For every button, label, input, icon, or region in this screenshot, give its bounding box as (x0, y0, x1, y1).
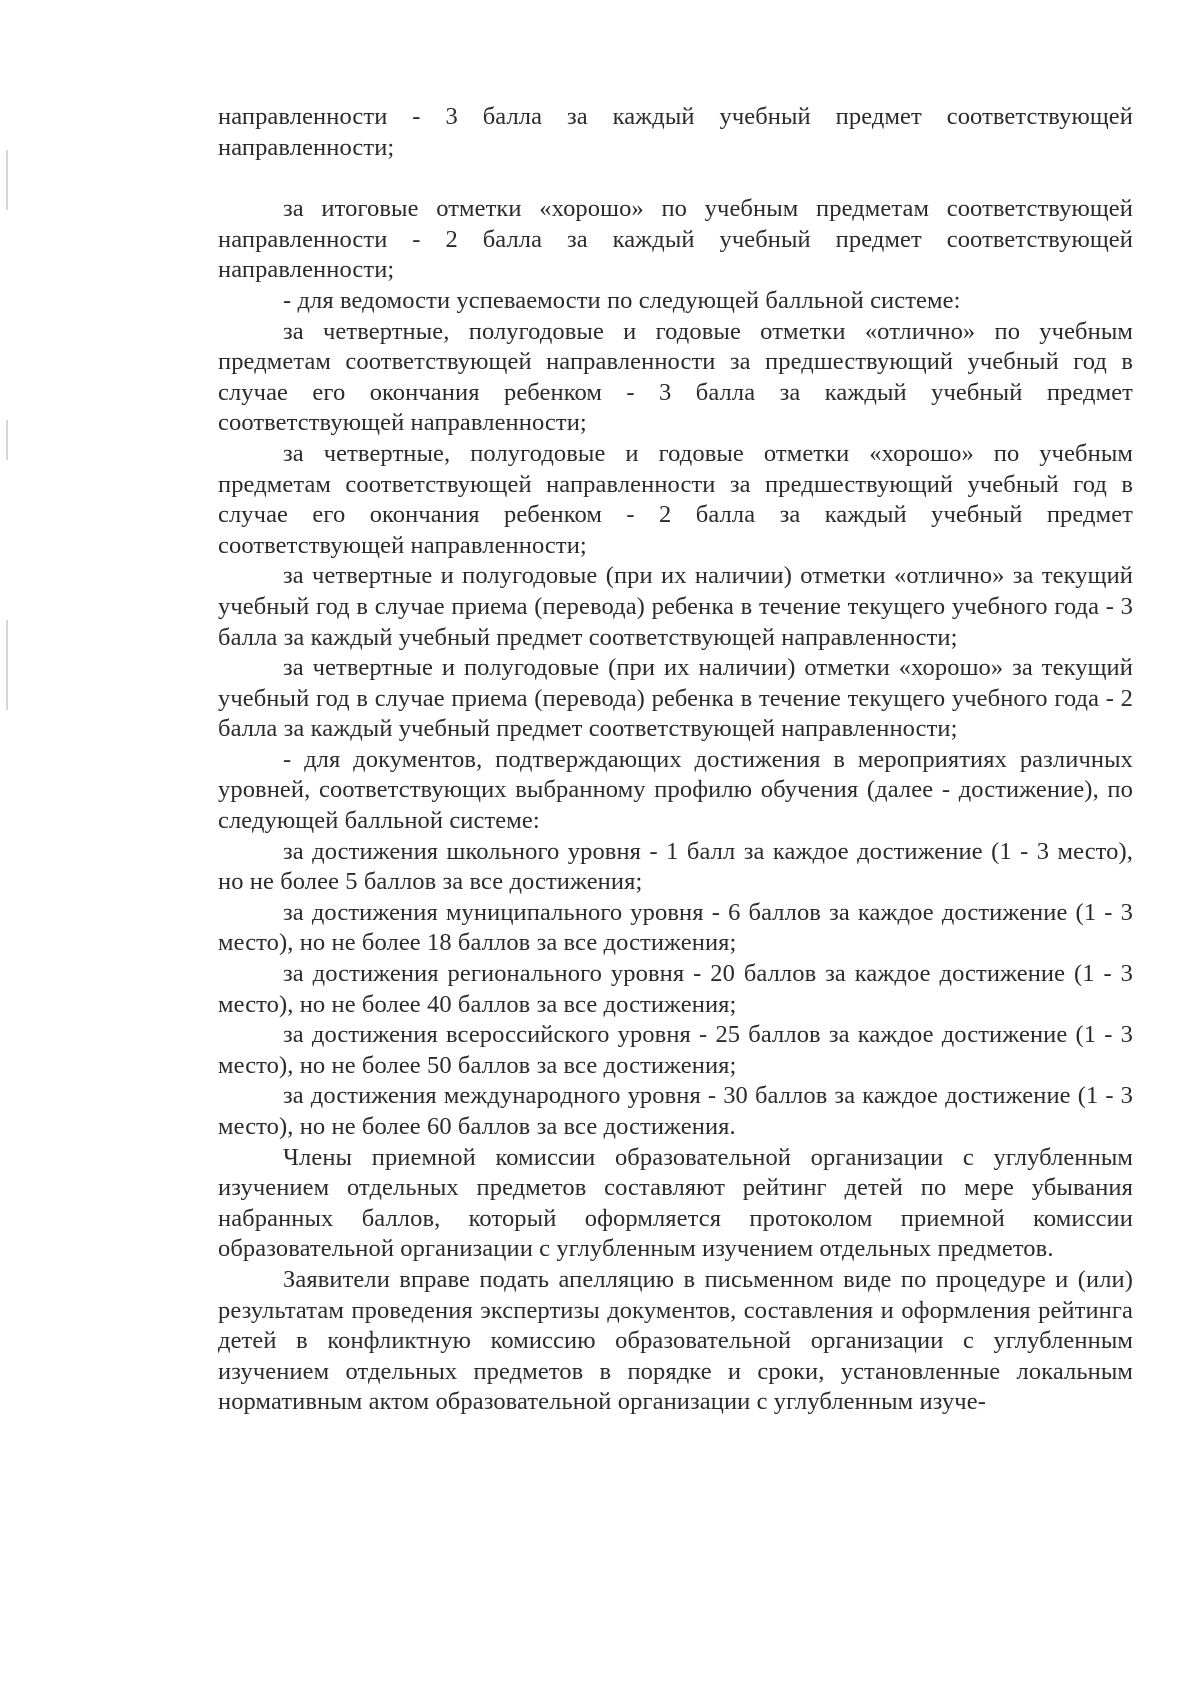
paragraph: Заявители вправе подать апелляцию в письменном виде по процедуре и (или) результатам проведения экспертизы документов, составления и оформления рейтинга детей в конфликтную комиссию образовательной организации с углубленным изучением отдельных предметов в порядке и сроки, установленные локальным нормативным актом образовательной организации с углубленным изуче- (218, 1265, 1133, 1416)
paragraph: Члены приемной комиссии образовательной организации с углубленным изучением отдельных предметов составляют рейтинг детей по мере убывания набранных баллов, который оформляется протоколом приемной комиссии образовательной организации с углубленным изучением отдельных предметов. (218, 1143, 1133, 1263)
paragraph: направленности - 3 балла за каждый учебный предмет соответствующей направленности; (218, 103, 1133, 161)
scan-edge-mark (6, 420, 8, 460)
paragraph: за достижения всероссийского уровня - 25 баллов за каждое достижение (1 - 3 место), но не более 50 баллов за все достижения; (218, 1021, 1133, 1079)
paragraph: - для ведомости успеваемости по следующей балльной системе: (283, 286, 961, 314)
paragraph: за итоговые отметки «хорошо» по учебным предметам соответствующей направленности - 2 балла за каждый учебный предмет соответствующей направленности; (218, 195, 1133, 284)
scan-edge-mark (6, 150, 8, 210)
paragraph: за достижения регионального уровня - 20 баллов за каждое достижение (1 - 3 место), но не более 40 баллов за все достижения; (218, 960, 1133, 1018)
paragraph: - для документов, подтверждающих достижения в мероприятиях различных уровней, соответствующих выбранному профилю обучения (далее - достижение), по следующей балльной системе: (218, 745, 1133, 835)
paragraph: за четвертные и полугодовые (при их наличии) отметки «хорошо» за текущий учебный год в случае приема (перевода) ребенка в течение текущего учебного года - 2 балла за каждый учебный предмет соответствующей направленности; (218, 654, 1133, 743)
paragraph: за четвертные, полугодовые и годовые отметки «хорошо» по учебным предметам соответствующей направленности за предшествующий учебный год в случае его окончания ребенком - 2 балла за каждый учебный предмет соответствующей направленности; (218, 439, 1133, 559)
paragraph: за четвертные, полугодовые и годовые отметки «отлично» по учебным предметам соответствующей направленности за предшествующий учебный год в случае его окончания ребенком - 3 балла за каждый учебный предмет соответствующей направленности; (218, 317, 1133, 437)
paragraph: за достижения международного уровня - 30 баллов за каждое достижение (1 - 3 место), но не более 60 баллов за все достижения. (218, 1082, 1133, 1140)
paragraph: за достижения школьного уровня - 1 балл за каждое достижение (1 - 3 место), но не более 5 баллов за все достижения; (218, 837, 1133, 896)
paragraph: за достижения муниципального уровня - 6 баллов за каждое достижение (1 - 3 место), но не более 18 баллов за все достижения; (218, 898, 1133, 957)
paragraph-gap (218, 163, 1133, 194)
document-body (218, 102, 1133, 1418)
scan-edge-mark (6, 620, 8, 710)
paragraph: за четвертные и полугодовые (при их наличии) отметки «отлично» за текущий учебный год в случае приема (перевода) ребенка в течение текущего учебного года - 3 балла за каждый учебный предмет соответствующей направленности; (218, 562, 1133, 651)
